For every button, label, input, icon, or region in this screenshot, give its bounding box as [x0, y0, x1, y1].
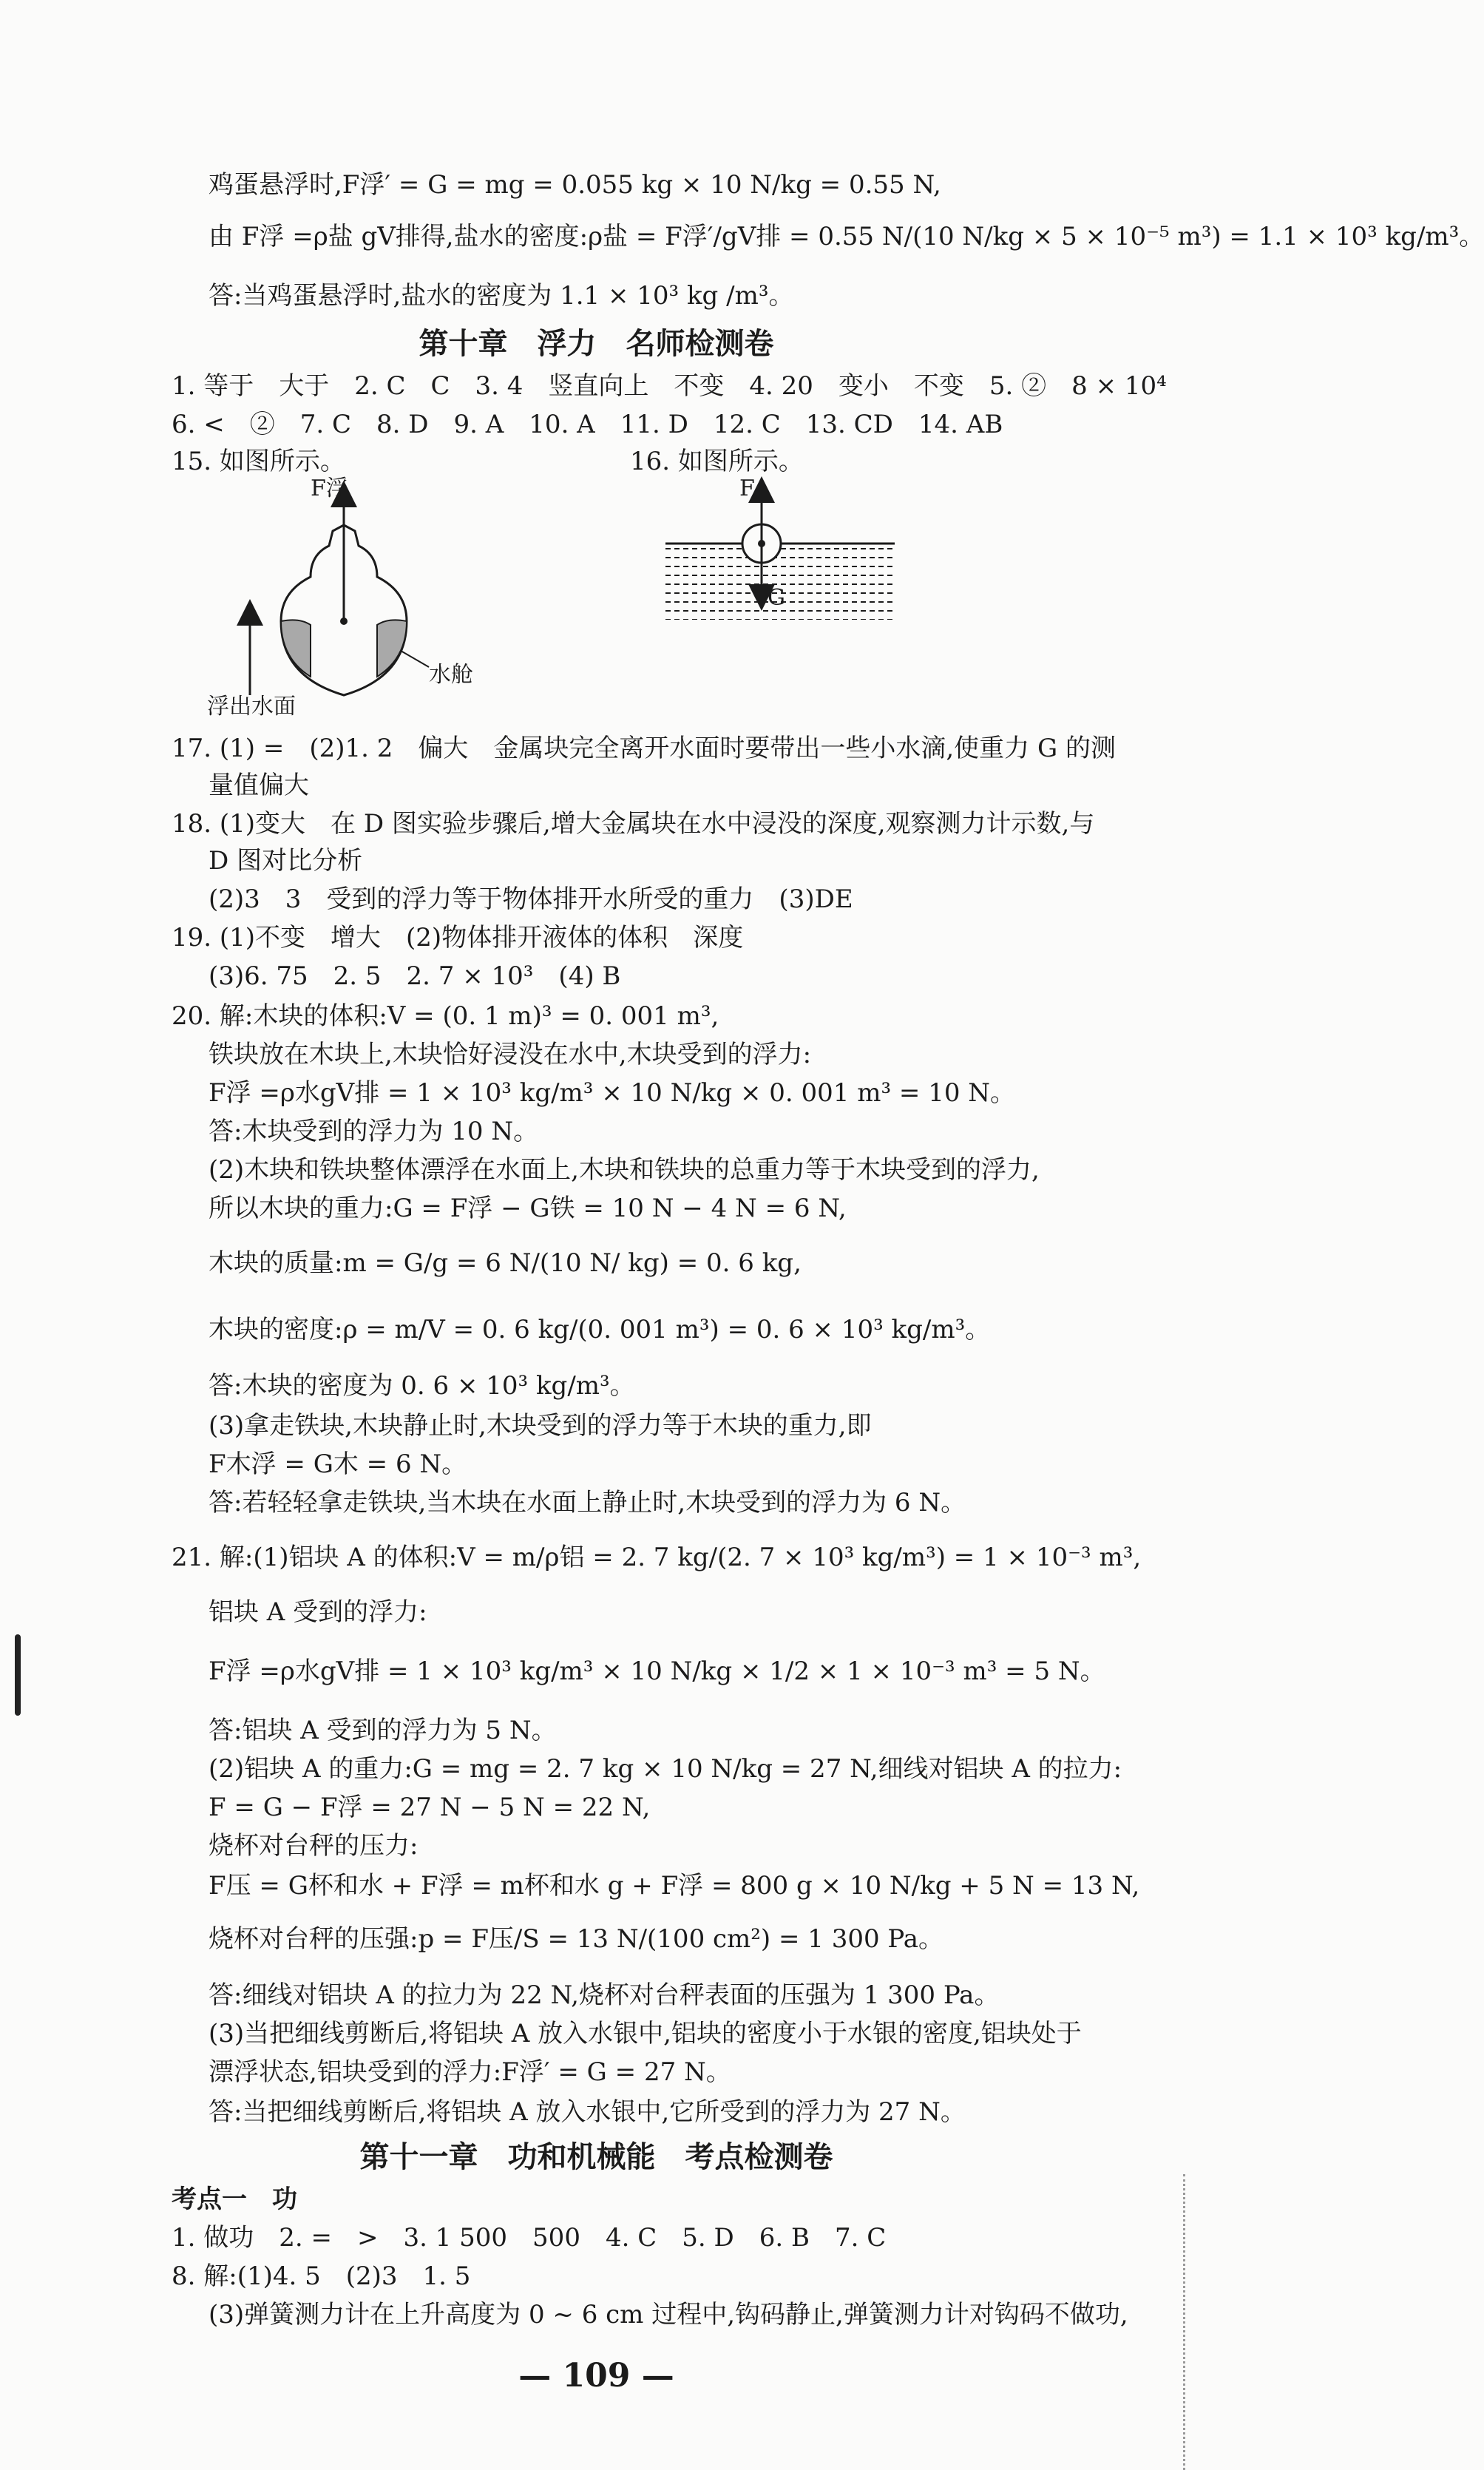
text-line: F浮 =ρ水gV排 = 1 × 10³ kg/m³ × 10 N/kg × 1/2 × 1 × 10⁻³ m³ = 5 N。 [209, 1657, 1105, 1686]
text-line: 鸡蛋悬浮时,F浮′ = G = mg = 0.055 kg × 10 N/kg = 0.55 N, [209, 170, 941, 200]
text-line: (3)6. 75 2. 5 2. 7 × 10³ (4) B [209, 961, 621, 991]
chapter-heading: 第十一章 功和机械能 考点检测卷 [359, 2140, 833, 2174]
floating-ball-figure [665, 473, 902, 629]
text-line: 答:木块的密度为 0. 6 × 10³ kg/m³。 [209, 1371, 635, 1401]
text-line: 木块的质量:m = G/g = 6 N/(10 N/ kg) = 0. 6 kg, [209, 1248, 802, 1278]
text-line: 答:当鸡蛋悬浮时,盐水的密度为 1.1 × 10³ kg /m³。 [209, 281, 794, 311]
gravity-label: G [768, 585, 785, 611]
text-line: 20. 解:木块的体积:V = (0. 1 m)³ = 0. 001 m³, [172, 1001, 719, 1031]
surface-label: 浮出水面 [207, 694, 296, 720]
text-line: 答:铝块 A 受到的浮力为 5 N。 [209, 1716, 557, 1745]
text-line: F = G − F浮 = 27 N − 5 N = 22 N, [209, 1793, 651, 1822]
text-line: 烧杯对台秤的压力: [209, 1831, 419, 1861]
text-line: 8. 解:(1)4. 5 (2)3 1. 5 [172, 2261, 471, 2291]
submarine-figure [207, 473, 503, 720]
buoyancy-label: F [739, 476, 755, 501]
text-line: 铁块放在木块上,木块恰好浸没在水中,木块受到的浮力: [209, 1040, 812, 1069]
text-line: 19. (1)不变 增大 (2)物体排开液体的体积 深度 [172, 923, 744, 953]
text-line: 答:木块受到的浮力为 10 N。 [209, 1117, 539, 1146]
buoyancy-label: F浮 [311, 476, 348, 501]
text-line: 18. (1)变大 在 D 图实验步骤后,增大金属块在水中浸没的深度,观察测力计示数,与 [172, 809, 1095, 839]
text-line: 烧杯对台秤的压强:p = F压/S = 13 N/(100 cm²) = 1 300 Pa。 [209, 1924, 944, 1954]
text-line: F木浮 = G木 = 6 N。 [209, 1449, 467, 1479]
text-line: 漂浮状态,铝块受到的浮力:F浮′ = G = 27 N。 [209, 2057, 731, 2087]
text-line: 所以木块的重力:G = F浮 − G铁 = 10 N − 4 N = 6 N, [209, 1194, 847, 1223]
text-line: 量值偏大 [209, 771, 309, 800]
ballast-tank-label: 水舱 [429, 662, 473, 688]
text-line: 21. 解:(1)铝块 A 的体积:V = m/ρ铝 = 2. 7 kg/(2. 7 × 10³ kg/m³) = 1 × 10⁻³ m³, [172, 1543, 1142, 1572]
text-line: 由 F浮 =ρ盐 gV排得,盐水的密度:ρ盐 = F浮′/gV排 = 0.55 N/(10 N/kg × 5 × 10⁻⁵ m³) = 1.1 × 10³ kg/m³。 [209, 222, 1484, 251]
text-line: 答:当把细线剪断后,将铝块 A 放入水银中,它所受到的浮力为 27 N。 [209, 2097, 966, 2127]
text-line: 答:若轻轻拿走铁块,当木块在水面上静止时,木块受到的浮力为 6 N。 [209, 1488, 966, 1517]
text-line: (3)当把细线剪断后,将铝块 A 放入水银中,铝块的密度小于水银的密度,铝块处于 [209, 2019, 1082, 2048]
text-line: 15. 如图所示。 [172, 447, 345, 476]
text-line: 1. 做功 2. = > 3. 1 500 500 4. C 5. D 6. B 7. C [172, 2223, 887, 2253]
text-line: (2)3 3 受到的浮力等于物体排开水所受的重力 (3)DE [209, 884, 853, 914]
text-line: 答:细线对铝块 A 的拉力为 22 N,烧杯对台秤表面的压强为 1 300 Pa。 [209, 1980, 1000, 2010]
text-line: 17. (1) = (2)1. 2 偏大 金属块完全离开水面时要带出一些小水滴,使重力 G 的测 [172, 734, 1116, 763]
page-edge-dots [1183, 2174, 1187, 2470]
text-line: 铝块 A 受到的浮力: [209, 1597, 427, 1627]
text-line: (2)木块和铁块整体漂浮在水面上,木块和铁块的总重力等于木块受到的浮力, [209, 1155, 1040, 1185]
section-heading: 考点一 功 [172, 2185, 297, 2214]
text-line: 木块的密度:ρ = m/V = 0. 6 kg/(0. 001 m³) = 0. 6 × 10³ kg/m³。 [209, 1315, 991, 1344]
text-line: F浮 =ρ水gV排 = 1 × 10³ kg/m³ × 10 N/kg × 0. 001 m³ = 10 N。 [209, 1078, 1016, 1108]
text-line: 6. < ② 7. C 8. D 9. A 10. A 11. D 12. C 13. CD 14. AB [172, 410, 1003, 439]
text-line: 16. 如图所示。 [630, 447, 804, 476]
text-line: (2)铝块 A 的重力:G = mg = 2. 7 kg × 10 N/kg = 27 N,细线对铝块 A 的拉力: [209, 1754, 1122, 1784]
text-line: (3)弹簧测力计在上升高度为 0 ~ 6 cm 过程中,钩码静止,弹簧测力计对钩码不做功, [209, 2300, 1128, 2329]
text-line: F压 = G杯和水 + F浮 = m杯和水 g + F浮 = 800 g × 10 N/kg + 5 N = 13 N, [209, 1871, 1140, 1901]
text-line: (3)拿走铁块,木块静止时,木块受到的浮力等于木块的重力,即 [209, 1411, 872, 1441]
text-line: 1. 等于 大于 2. C C 3. 4 竖直向上 不变 4. 20 变小 不变 5. ② 8 × 10⁴ [172, 371, 1167, 401]
scan-mark [15, 1634, 21, 1716]
page-number: — 109 — [518, 2357, 674, 2395]
chapter-heading: 第十章 浮力 名师检测卷 [419, 327, 774, 361]
text-line: D 图对比分析 [209, 846, 363, 876]
